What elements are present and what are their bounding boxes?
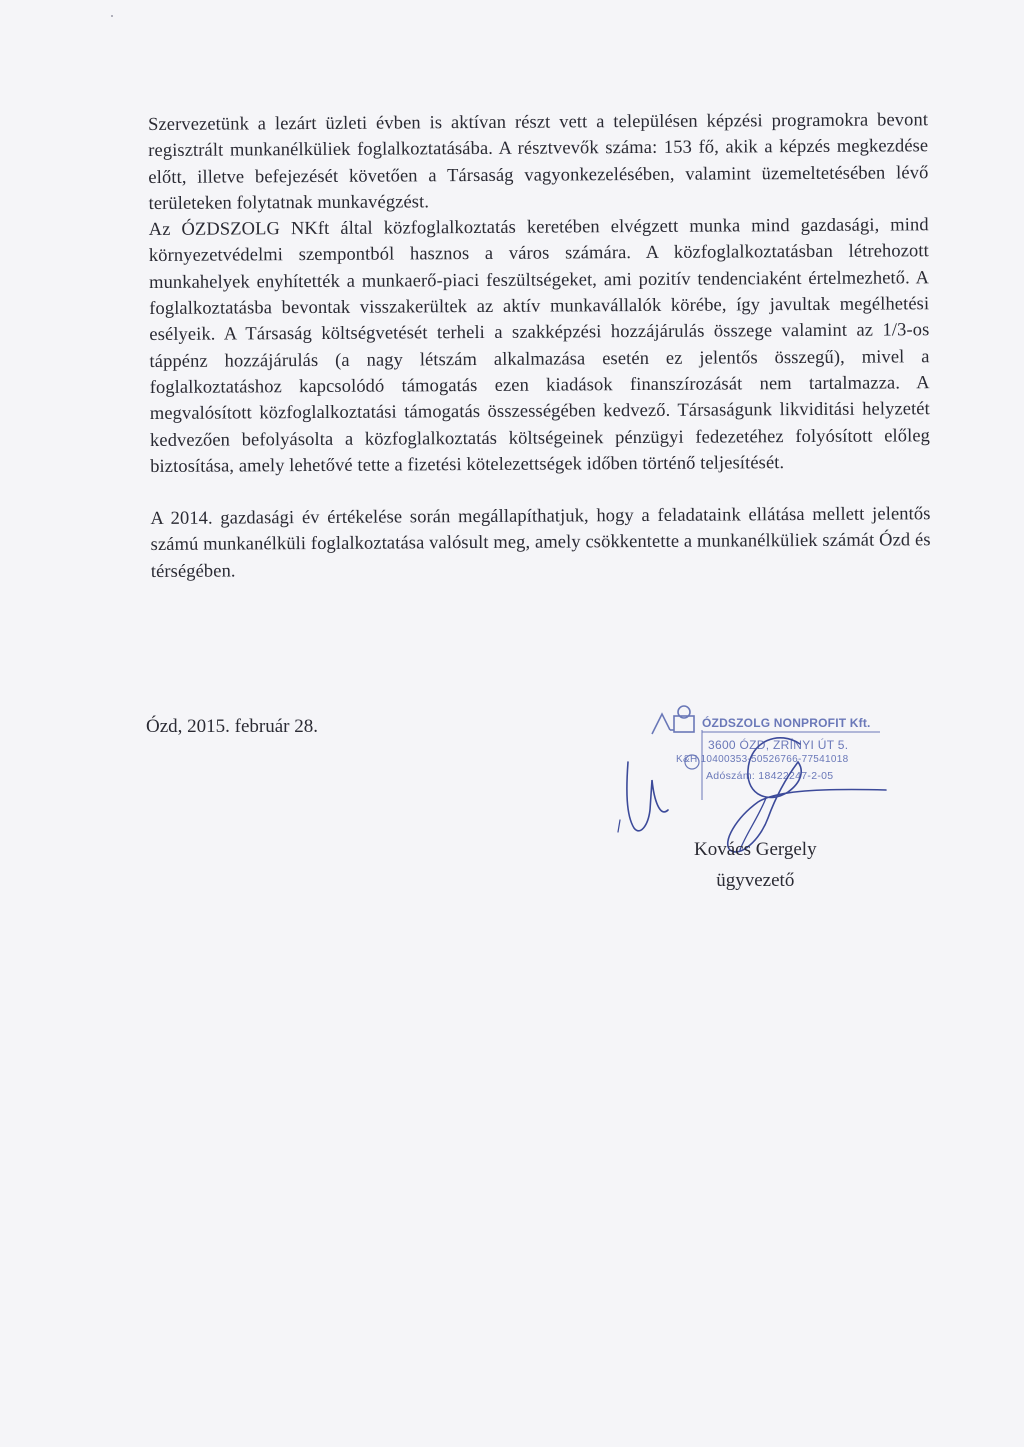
stamp-company-name: ÓZDSZOLG NONPROFIT Kft. <box>702 716 871 730</box>
paragraph-year-evaluation: A 2014. gazdasági év értékelése során megállapíthatjuk, hogy a feladataink ellátása mellett jelentős számú munkanélküli foglalkoztatása valósult meg, amely csökkentette a munkanélküliek számát Ózd és térségében. <box>150 504 931 582</box>
document-body <box>148 107 931 585</box>
scan-speck <box>110 6 114 12</box>
paragraph-training-participants: Szervezetünk a lezárt üzleti évben is aktívan részt vett a településen képzési programokra bevont regisztrált munkanélküliek foglalkoztatásába. A résztvevők száma: 153 fő, akik a képzés megkezdése előtt, illetve befejezését követően a Társaság vagyonkezelésében, valamint üzemeltetésében lévő területeken folytatnak munkavégzést. <box>148 110 929 214</box>
signer-title: ügyvezető <box>716 870 795 891</box>
stamp-address: 3600 ÓZD, ZRÍNYI ÚT 5. <box>708 738 849 752</box>
signer-block <box>694 834 817 896</box>
place-and-date: Ózd, 2015. február 28. <box>146 716 319 737</box>
stamp-tax-number: Adószám: 18422247-2-05 <box>706 770 834 782</box>
stamp-bank-account: K&H 10400353-50526766-77541018 <box>676 754 849 765</box>
paragraph-public-employment: Az ÓZDSZOLG NKft által közfoglalkoztatás keretében elvégzett munka mind gazdasági, mind környezetvédelmi szempontból hasznos a város számára. A közfoglalkoztatásban létrehozott munkahelyek enyhítették a munkaerő-piaci feszültségeket, ami pozitív tendenciaként értelmezhető. A foglalkoztatásba bevontak visszakerültek az aktív munkavállalók körébe, így javultak megélhetési esélyeik. A Társaság költségvetését terheli a szakképzési hozzájárulás összege valamint az 1/3-os táppénz hozzájárulás (a nagy létszám alkalmazása esetén ez jelentős összegű), mivel a foglalkoztatáshoz kapcsolódó támogatás ezen kiadások finanszírozását nem tartalmazza. A megvalósított közfoglalkoztatási támogatás összességében kedvező. Társaságunk likviditási helyzetét kedvezően befolyásolta a közfoglalkoztatás költségeinek pénzügyi fedezetéhez folyósított előleg biztosítása, amely lehetővé tette a fizetési kötelezettségek időben történő teljesítését. <box>148 215 931 477</box>
signer-name: Kovács Gergely <box>694 839 817 860</box>
